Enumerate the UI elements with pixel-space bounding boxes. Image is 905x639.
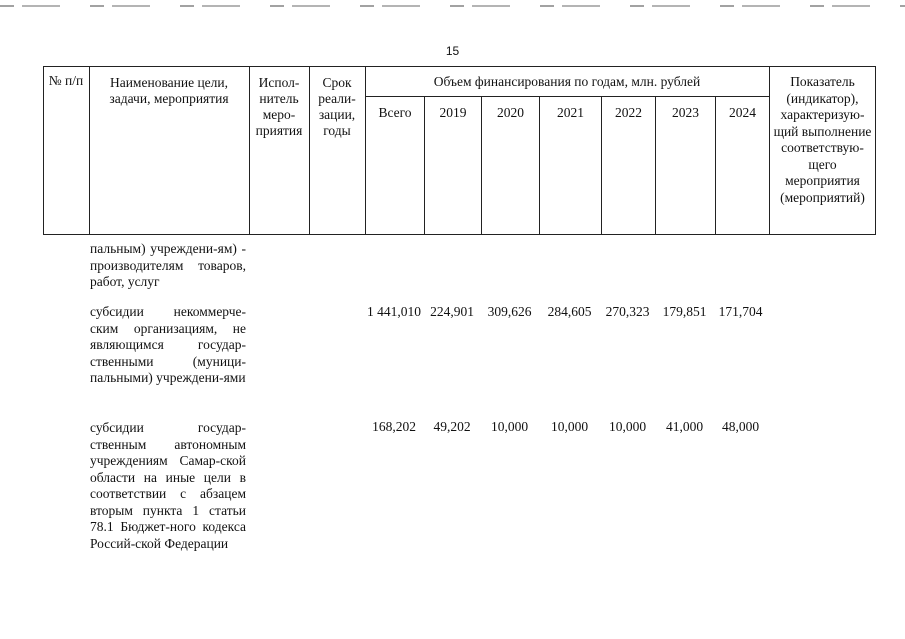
value-2023: 179,851 [662, 304, 707, 319]
header-year: 2020 [497, 105, 524, 120]
row-description: субсидии государ-ственным автономным учреждениям Самар-ской области на иные цели в соответствии с абзацем вторым пункта 1 статьи 78.1 Бюджет-ного кодекса Россий-ской Федерации [90, 420, 246, 551]
header-indicator: Показатель (индикатор), характеризую-щий выполнение соответствую-щего мероприятия (мероприятий) [773, 74, 872, 205]
header-year: 2023 [672, 105, 699, 120]
value-2020: 10,000 [490, 419, 529, 434]
value-2022: 270,323 [605, 304, 650, 319]
value-2022: 10,000 [608, 419, 647, 434]
value-2021: 284,605 [547, 304, 592, 319]
header-year-total: Всего [378, 105, 412, 120]
header-year: 2024 [729, 105, 756, 120]
value-2021: 10,000 [550, 419, 589, 434]
value-2019: 224,901 [430, 304, 474, 319]
header-year: 2019 [439, 105, 467, 120]
value-total: 168,202 [372, 419, 416, 434]
row-description: пальным) учреждени-ям) - производителям товаров, работ, услуг [90, 241, 246, 289]
header-year: 2021 [557, 105, 584, 120]
table-header [43, 66, 876, 235]
value-2024: 171,704 [718, 304, 763, 319]
value-total: 1 441,010 [367, 304, 421, 319]
row-description: субсидии некоммерче-ским организациям, не являющимся государ-ственными (муници-пальными) учреждени-ями [90, 304, 246, 385]
header-executor: Испол-нитель меро-приятия [255, 75, 303, 138]
page-number: 15 [445, 44, 460, 58]
header-volume: Объем финансирования по годам, млн. рублей [433, 74, 701, 89]
header-term: Срок реали-зации, годы [318, 75, 356, 138]
value-2019: 49,202 [433, 419, 471, 434]
header-name: Наименование цели, задачи, мероприятия [109, 75, 229, 106]
value-2020: 309,626 [487, 304, 532, 319]
value-2023: 41,000 [665, 419, 704, 434]
header-year: 2022 [615, 105, 642, 120]
value-2024: 48,000 [721, 419, 760, 434]
col-divider [365, 67, 366, 234]
header-num: № п/п [48, 73, 84, 88]
scan-artifact-line [0, 5, 905, 7]
row-divider [365, 96, 769, 97]
